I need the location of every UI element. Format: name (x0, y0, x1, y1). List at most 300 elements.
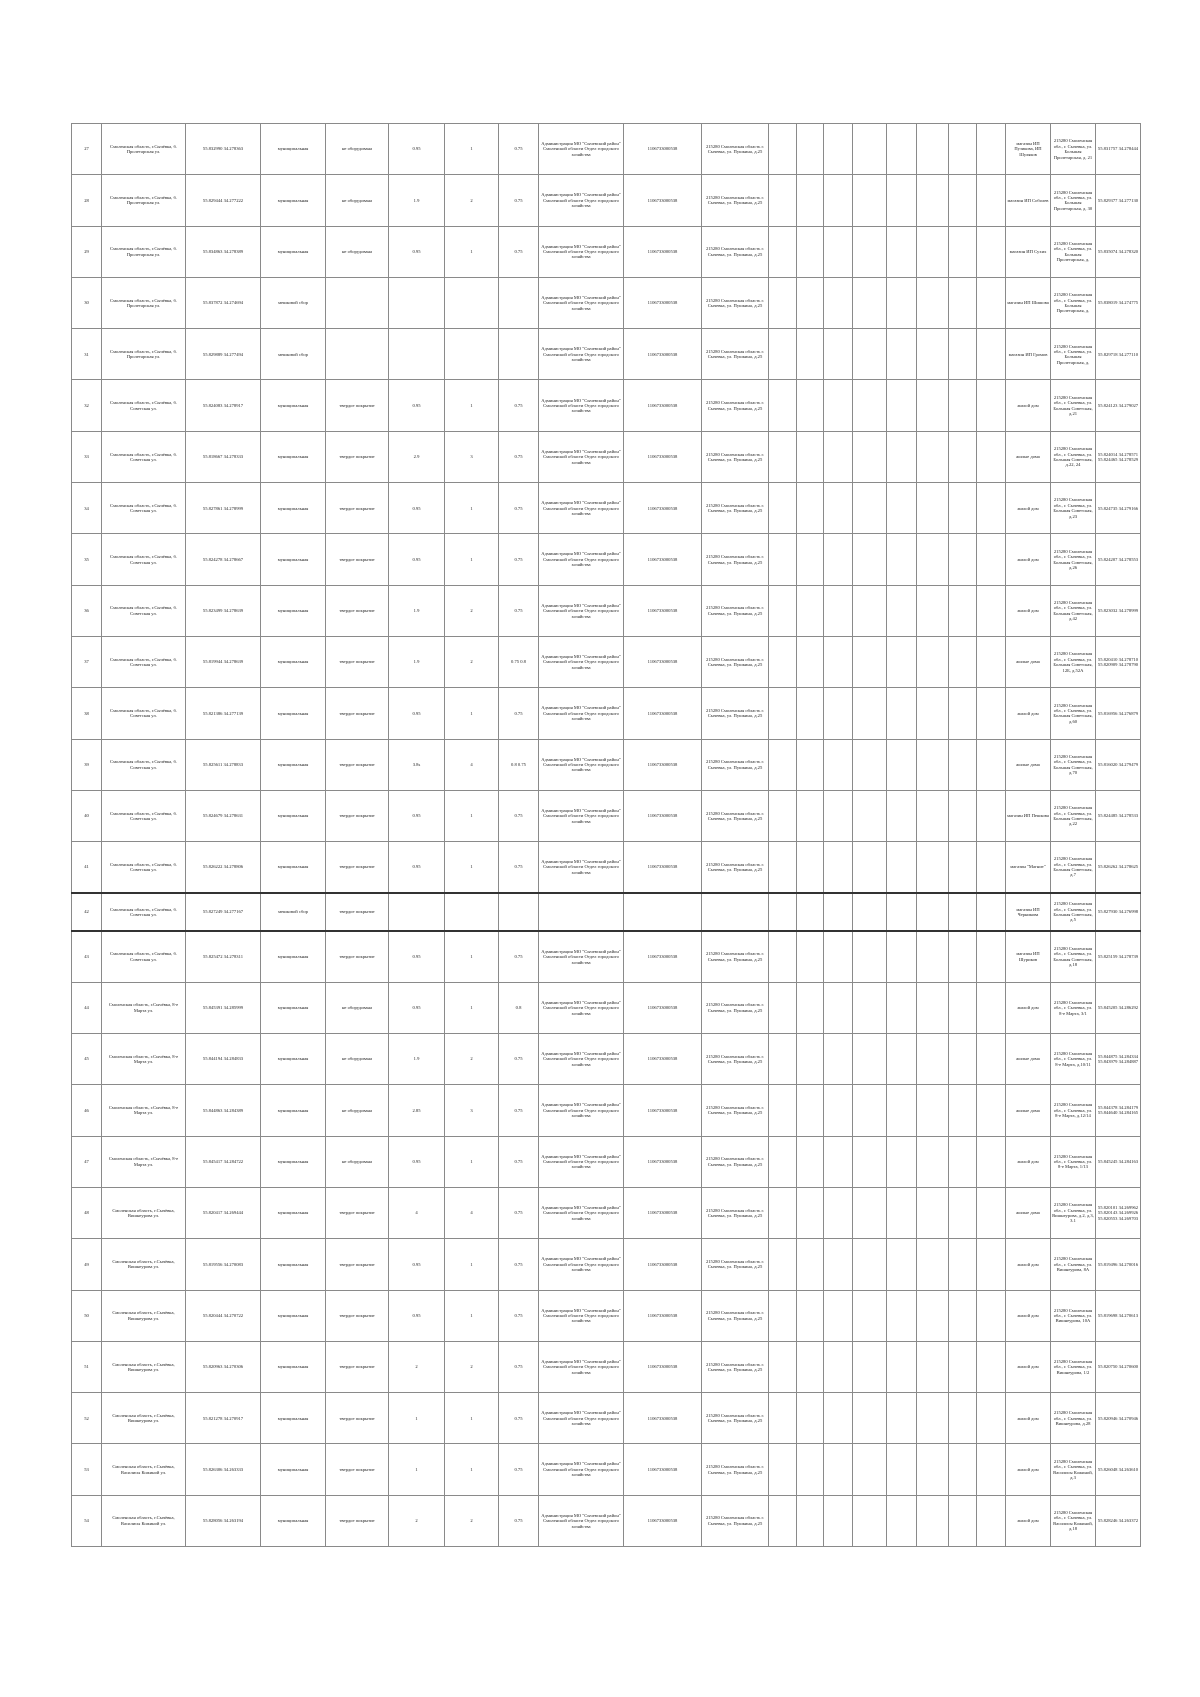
cell-e4 (853, 124, 887, 175)
cell-volume: 0.75 (499, 842, 539, 893)
cell-surface: твердое покрытие (326, 790, 389, 841)
cell-ogrn: 1106733000538 (624, 1341, 702, 1392)
cell-source: жилые дома (1006, 739, 1051, 790)
cell-source-address: 215280 Смоленская обл., г. Сычевка, ул. Большая Советская, д.70 (1051, 739, 1096, 790)
cell-coords: 55.845417 34.284722 (186, 1136, 261, 1187)
cell-area: 3.8s (389, 739, 445, 790)
cell-volume: 0.75 (499, 1444, 539, 1495)
cell-area (389, 329, 445, 380)
cell-num: 37 (72, 636, 102, 687)
cell-coords: 55.834863 34.278389 (186, 226, 261, 277)
cell-e8 (977, 1187, 1006, 1238)
cell-e2 (797, 1136, 824, 1187)
cell-source: жилой дом (1006, 534, 1051, 585)
cell-e4 (853, 380, 887, 431)
cell-e8 (977, 226, 1006, 277)
cell-ogrn: 1106733000538 (624, 1187, 702, 1238)
cell-area: 4 (389, 1187, 445, 1238)
cell-address: Смоленская область, г.Сычёвка, б. Советская ул. (102, 739, 186, 790)
cell-e6 (917, 982, 949, 1033)
cell-source-coords: 55.816020 34.279479 (1096, 739, 1141, 790)
cell-e4 (853, 1239, 887, 1290)
cell-surface (326, 329, 389, 380)
cell-volume: 0.75 (499, 380, 539, 431)
cell-ogrn: 1106733000538 (624, 534, 702, 585)
cell-e7 (949, 1341, 977, 1392)
cell-owner: Администрация МО "Сычевский район" Смоленской области Отдел городского хозяйства (539, 739, 624, 790)
table-row (72, 226, 1141, 277)
cell-e7 (949, 329, 977, 380)
cell-surface: не оборудована (326, 1034, 389, 1085)
cell-coords: 55.820963 34.270306 (186, 1341, 261, 1392)
cell-ownership: муниципальная (261, 431, 326, 482)
cell-owner-address: 215280 Смоленская область г. Сычевка, ул. Пушкина, д.25 (702, 1085, 769, 1136)
cell-e7 (949, 790, 977, 841)
cell-e6 (917, 1187, 949, 1238)
cell-e8 (977, 688, 1006, 739)
cell-ogrn: 1106733000538 (624, 1290, 702, 1341)
cell-e3 (824, 1393, 853, 1444)
cell-address: Смоленская область, г.Сычёвка, б. Советская ул. (102, 534, 186, 585)
cell-e7 (949, 277, 977, 328)
cell-surface: твердое покрытие (326, 380, 389, 431)
cell-coords: 55.823499 34.278639 (186, 585, 261, 636)
cell-e6 (917, 1136, 949, 1187)
cell-e3 (824, 1187, 853, 1238)
table-row (72, 585, 1141, 636)
cell-e8 (977, 893, 1006, 931)
cell-e5 (887, 380, 917, 431)
cell-ogrn: 1106733000538 (624, 688, 702, 739)
cell-e4 (853, 175, 887, 226)
cell-e5 (887, 431, 917, 482)
cell-e6 (917, 1393, 949, 1444)
cell-ownership: мешковой сбор (261, 893, 326, 931)
cell-volume (499, 277, 539, 328)
cell-containers (445, 329, 499, 380)
cell-containers: 1 (445, 1239, 499, 1290)
cell-e5 (887, 534, 917, 585)
cell-e4 (853, 1136, 887, 1187)
cell-source-address: 215280 Смоленская обл., г. Сычевка, ул. Большая Советская, 12Б, д.52А (1051, 636, 1096, 687)
cell-e3 (824, 1495, 853, 1546)
cell-ownership: муниципальная (261, 636, 326, 687)
cell-containers: 3 (445, 1085, 499, 1136)
cell-volume (499, 893, 539, 931)
cell-e2 (797, 329, 824, 380)
cell-e4 (853, 585, 887, 636)
cell-e1 (769, 1085, 797, 1136)
cell-e6 (917, 124, 949, 175)
cell-e7 (949, 1239, 977, 1290)
cell-surface: твердое покрытие (326, 1393, 389, 1444)
cell-owner-address: 215280 Смоленская область г. Сычевка, ул. Пушкина, д.25 (702, 380, 769, 431)
cell-coords: 55.824083 34.278917 (186, 380, 261, 431)
cell-volume: 0.75 (499, 1239, 539, 1290)
cell-ogrn: 1106733000538 (624, 1136, 702, 1187)
cell-source: жилой дом (1006, 483, 1051, 534)
cell-source-coords: 55.829377 34.277130 (1096, 175, 1141, 226)
cell-e7 (949, 1444, 977, 1495)
cell-ownership: муниципальная (261, 1444, 326, 1495)
cell-e7 (949, 842, 977, 893)
cell-owner: Администрация МО "Сычевский район" Смоленской области Отдел городского хозяйства (539, 1136, 624, 1187)
cell-e7 (949, 893, 977, 931)
cell-owner-address: 215280 Смоленская область г. Сычевка, ул. Пушкина, д.25 (702, 431, 769, 482)
cell-address: Смоленская область, г.Сычёвка, б. Советская ул. (102, 931, 186, 982)
cell-e7 (949, 688, 977, 739)
cell-e2 (797, 1341, 824, 1392)
cell-area (389, 893, 445, 931)
cell-source-coords: 55.831757 34.278444 (1096, 124, 1141, 175)
table-row (72, 688, 1141, 739)
cell-owner: Администрация МО "Сычевский район" Смоленской области Отдел городского хозяйства (539, 1393, 624, 1444)
cell-e2 (797, 688, 824, 739)
cell-num: 32 (72, 380, 102, 431)
cell-e4 (853, 329, 887, 380)
cell-e1 (769, 277, 797, 328)
cell-e6 (917, 175, 949, 226)
cell-ogrn: 1106733000538 (624, 1444, 702, 1495)
cell-e6 (917, 1239, 949, 1290)
cell-surface: не оборудована (326, 1136, 389, 1187)
cell-e4 (853, 893, 887, 931)
cell-containers: 2 (445, 636, 499, 687)
table-row (72, 842, 1141, 893)
cell-e4 (853, 1444, 887, 1495)
cell-source-coords: 55.819496 34.270016 (1096, 1239, 1141, 1290)
cell-owner-address: 215280 Смоленская область г. Сычевка, ул. Пушкина, д.25 (702, 585, 769, 636)
cell-coords: 55.819556 34.270083 (186, 1239, 261, 1290)
cell-e8 (977, 739, 1006, 790)
cell-e1 (769, 688, 797, 739)
cell-e2 (797, 1495, 824, 1546)
cell-address: Смоленская область, г.Сычёвка, б. Советская ул. (102, 483, 186, 534)
cell-source-address: 215280 Смоленская обл., г. Сычевка, ул. Вишнеурова, 8А (1051, 1239, 1096, 1290)
cell-num: 33 (72, 431, 102, 482)
cell-e7 (949, 124, 977, 175)
cell-owner: Администрация МО "Сычевский район" Смоленской области Отдел городского хозяйства (539, 931, 624, 982)
cell-e4 (853, 1341, 887, 1392)
cell-owner: Администрация МО "Сычевский район" Смоленской области Отдел городского хозяйства (539, 688, 624, 739)
cell-address: Смоленская область, г.Сычёвка, 8-е Марта ул. (102, 1136, 186, 1187)
cell-e6 (917, 380, 949, 431)
cell-e4 (853, 1085, 887, 1136)
cell-e4 (853, 688, 887, 739)
cell-e4 (853, 483, 887, 534)
cell-source: магазин ИП Сухих (1006, 226, 1051, 277)
register-sheet (71, 123, 1139, 1547)
cell-e7 (949, 585, 977, 636)
cell-e1 (769, 1495, 797, 1546)
cell-ogrn: 1106733000538 (624, 329, 702, 380)
cell-source-coords: 55.820410 34.278710 55.820909 34.278790 (1096, 636, 1141, 687)
cell-address: Смоленская область, г.Сычёвка, 8-е Марта ул. (102, 982, 186, 1033)
cell-e6 (917, 636, 949, 687)
cell-containers: 2 (445, 1034, 499, 1085)
cell-e1 (769, 1034, 797, 1085)
cell-area: 0.95 (389, 1136, 445, 1187)
cell-coords: 55.837872 34.274694 (186, 277, 261, 328)
cell-e4 (853, 1393, 887, 1444)
cell-address: Смоленская область, г.Сычёвка, 8-е Марта ул. (102, 1085, 186, 1136)
cell-ogrn: 1106733000538 (624, 585, 702, 636)
cell-e2 (797, 1085, 824, 1136)
cell-surface: не оборудована (326, 226, 389, 277)
cell-e7 (949, 380, 977, 431)
cell-ownership: мешковой сбор (261, 329, 326, 380)
cell-e1 (769, 226, 797, 277)
cell-owner-address: 215280 Смоленская область г. Сычевка, ул. Пушкина, д.25 (702, 842, 769, 893)
cell-area: 0.95 (389, 688, 445, 739)
cell-containers: 1 (445, 1393, 499, 1444)
cell-e7 (949, 931, 977, 982)
cell-e1 (769, 982, 797, 1033)
cell-e1 (769, 1341, 797, 1392)
cell-e4 (853, 1187, 887, 1238)
cell-source: жилой дом (1006, 1393, 1051, 1444)
cell-e3 (824, 842, 853, 893)
cell-source-address: 215280 Смоленская обл., г. Сычевка, ул. Большая Советская, д.21 (1051, 380, 1096, 431)
cell-containers: 1 (445, 226, 499, 277)
cell-e5 (887, 688, 917, 739)
cell-e3 (824, 1239, 853, 1290)
cell-source-address: 215280 Смоленская обл., г. Сычевка, ул. 8-е Марта, д.10/11 (1051, 1034, 1096, 1085)
cell-e5 (887, 842, 917, 893)
cell-containers: 1 (445, 380, 499, 431)
cell-source-address: 215280 Смоленская обл., г. Сычевка, ул. Большая Пролетарская, д. 21 (1051, 124, 1096, 175)
cell-num: 50 (72, 1290, 102, 1341)
cell-e7 (949, 739, 977, 790)
cell-e6 (917, 1034, 949, 1085)
cell-ownership: муниципальная (261, 1034, 326, 1085)
cell-source-address: 215280 Смоленская обл., г. Сычевка, ул. Большая Пролетарская, д. (1051, 226, 1096, 277)
cell-source: жилые дома (1006, 636, 1051, 687)
cell-coords: 55.829889 34.277494 (186, 329, 261, 380)
cell-coords: 55.832990 34.278363 (186, 124, 261, 175)
cell-e3 (824, 1034, 853, 1085)
container-sites-table (71, 123, 1141, 1547)
cell-source-address: 215280 Смоленская обл., г. Сычевка, ул. Большая Советская, д.7 (1051, 842, 1096, 893)
cell-e1 (769, 931, 797, 982)
cell-containers: 1 (445, 1136, 499, 1187)
cell-ownership: муниципальная (261, 842, 326, 893)
cell-area: 1.9 (389, 175, 445, 226)
cell-volume: 0.75 (499, 790, 539, 841)
cell-address: Смоленская область, г.Сычёвка, б. Советская ул. (102, 585, 186, 636)
cell-ogrn: 1106733000538 (624, 1239, 702, 1290)
cell-e3 (824, 1444, 853, 1495)
cell-source: жилой дом (1006, 585, 1051, 636)
cell-e6 (917, 585, 949, 636)
cell-ogrn: 1106733000538 (624, 842, 702, 893)
cell-e4 (853, 636, 887, 687)
cell-source: жилой дом (1006, 688, 1051, 739)
cell-e5 (887, 175, 917, 226)
table-row (72, 739, 1141, 790)
cell-source-address: 215280 Смоленская обл., г. Сычевка, ул. Большая Советская, д.18 (1051, 931, 1096, 982)
cell-e3 (824, 1341, 853, 1392)
cell-ogrn: 1106733000538 (624, 1085, 702, 1136)
cell-num: 42 (72, 893, 102, 931)
cell-source-address: 215280 Смоленская обл., г. Сычевка, ул. Большая Пролетарская, д. 30 (1051, 175, 1096, 226)
cell-coords: 55.827249 34.277167 (186, 893, 261, 931)
cell-e3 (824, 534, 853, 585)
cell-e5 (887, 1085, 917, 1136)
table-row (72, 124, 1141, 175)
cell-e1 (769, 1393, 797, 1444)
cell-surface: твердое покрытие (326, 688, 389, 739)
cell-ownership: муниципальная (261, 226, 326, 277)
cell-source-coords: 55.824735 34.279166 (1096, 483, 1141, 534)
cell-e8 (977, 277, 1006, 328)
cell-e2 (797, 226, 824, 277)
cell-e4 (853, 739, 887, 790)
cell-source: магазин ИП Соболев (1006, 175, 1051, 226)
cell-source-coords: 55.845245 34.284163 (1096, 1136, 1141, 1187)
cell-e8 (977, 175, 1006, 226)
cell-e8 (977, 329, 1006, 380)
cell-e1 (769, 585, 797, 636)
cell-e7 (949, 1136, 977, 1187)
cell-e6 (917, 790, 949, 841)
cell-volume: 0.75 (499, 1341, 539, 1392)
cell-source-coords: 55.824485 34.278533 (1096, 790, 1141, 841)
cell-address: Смоленская область, г.Сычёвка, б. Пролетарская ул. (102, 226, 186, 277)
cell-e1 (769, 124, 797, 175)
table-row (72, 534, 1141, 585)
cell-ownership: муниципальная (261, 175, 326, 226)
cell-area: 1 (389, 1444, 445, 1495)
cell-e1 (769, 329, 797, 380)
cell-e2 (797, 1393, 824, 1444)
cell-num: 39 (72, 739, 102, 790)
cell-e8 (977, 1085, 1006, 1136)
cell-area: 0.95 (389, 483, 445, 534)
table-row (72, 1085, 1141, 1136)
cell-volume: 0.75 (499, 483, 539, 534)
cell-volume: 0.75 (499, 1393, 539, 1444)
cell-source-coords: 55.820946 34.270946 (1096, 1393, 1141, 1444)
cell-coords: 55.821386 34.277139 (186, 688, 261, 739)
cell-ownership: муниципальная (261, 1136, 326, 1187)
cell-e5 (887, 124, 917, 175)
cell-owner-address: 215280 Смоленская область г. Сычевка, ул. Пушкина, д.25 (702, 483, 769, 534)
cell-source-coords: 55.844875 34.284334 55.843979 34.284887 (1096, 1034, 1141, 1085)
cell-coords: 55.827861 34.278999 (186, 483, 261, 534)
cell-owner: Администрация МО "Сычевский район" Смоленской области Отдел городского хозяйства (539, 483, 624, 534)
table-row (72, 1136, 1141, 1187)
cell-surface: твердое покрытие (326, 1239, 389, 1290)
cell-containers: 3 (445, 431, 499, 482)
cell-area: 2.85 (389, 1085, 445, 1136)
cell-area: 0.95 (389, 380, 445, 431)
cell-source-address: 215280 Смоленская обл., г. Сычевка, ул. Вишнеурова, д.28 (1051, 1393, 1096, 1444)
cell-containers: 1 (445, 790, 499, 841)
cell-e1 (769, 534, 797, 585)
table-row (72, 636, 1141, 687)
cell-num: 46 (72, 1085, 102, 1136)
cell-e3 (824, 790, 853, 841)
cell-containers: 1 (445, 1444, 499, 1495)
cell-num: 52 (72, 1393, 102, 1444)
cell-num: 41 (72, 842, 102, 893)
cell-address: Смоленская область, г.Сычёвка, Вишнеурова ул. (102, 1187, 186, 1238)
cell-area: 0.95 (389, 124, 445, 175)
cell-num: 47 (72, 1136, 102, 1187)
cell-surface: твердое покрытие (326, 1495, 389, 1546)
cell-num: 31 (72, 329, 102, 380)
cell-coords: 55.820417 34.269444 (186, 1187, 261, 1238)
cell-e3 (824, 226, 853, 277)
cell-owner: Администрация МО "Сычевский район" Смоленской области Отдел городского хозяйства (539, 1187, 624, 1238)
cell-e5 (887, 585, 917, 636)
cell-coords: 55.819944 34.278639 (186, 636, 261, 687)
cell-ogrn: 1106733000538 (624, 431, 702, 482)
cell-source: жилой дом (1006, 1341, 1051, 1392)
cell-source: жилой дом (1006, 1136, 1051, 1187)
cell-surface: твердое покрытие (326, 931, 389, 982)
cell-coords: 55.818667 34.278333 (186, 431, 261, 482)
cell-coords: 55.829444 34.277222 (186, 175, 261, 226)
cell-e2 (797, 842, 824, 893)
cell-e8 (977, 380, 1006, 431)
cell-source-address: 215280 Смоленская обл., г. Сычевка, ул. Большая Советская, д.22, 24 (1051, 431, 1096, 482)
cell-e4 (853, 431, 887, 482)
cell-source-coords: 55.838019 34.274775 (1096, 277, 1141, 328)
cell-source: жилой дом (1006, 1290, 1051, 1341)
cell-source-address: 215280 Смоленская обл., г. Сычевка, ул. Большая Советская, д.42 (1051, 585, 1096, 636)
cell-num: 40 (72, 790, 102, 841)
cell-source-address: 215280 Смоленская обл., г. Сычевка, ул. Вишнеурова, 1/2 (1051, 1341, 1096, 1392)
cell-e3 (824, 329, 853, 380)
cell-address: Смоленская область, г.Сычёвка, б. Советская ул. (102, 431, 186, 482)
cell-e3 (824, 739, 853, 790)
cell-source: жилые дома (1006, 1085, 1051, 1136)
cell-area: 2 (389, 1495, 445, 1546)
cell-volume: 0.75 (499, 1495, 539, 1546)
cell-volume: 0.75 (499, 124, 539, 175)
cell-source-coords: 55.824123 34.279027 (1096, 380, 1141, 431)
cell-address: Смоленская область, г.Сычёвка, Вишнеурова ул. (102, 1341, 186, 1392)
cell-coords: 55.825472 34.278311 (186, 931, 261, 982)
cell-e3 (824, 982, 853, 1033)
cell-e5 (887, 931, 917, 982)
cell-coords: 55.844194 34.284833 (186, 1034, 261, 1085)
cell-owner: Администрация МО "Сычевский район" Смоленской области Отдел городского хозяйства (539, 790, 624, 841)
cell-e2 (797, 1034, 824, 1085)
table-row (72, 1393, 1141, 1444)
cell-e8 (977, 1341, 1006, 1392)
cell-address: Смоленская область, г.Сычёвка, б. Советская ул. (102, 893, 186, 931)
cell-address: Смоленская область, г.Сычёвка, б. Советская ул. (102, 636, 186, 687)
cell-source-coords: 55.835074 34.278320 (1096, 226, 1141, 277)
cell-e4 (853, 982, 887, 1033)
cell-e5 (887, 277, 917, 328)
cell-containers: 4 (445, 1187, 499, 1238)
cell-address: Смоленская область, г.Сычёвка, Василисы Кожиной ул. (102, 1444, 186, 1495)
cell-source-coords: 55.827930 34.276998 (1096, 893, 1141, 931)
cell-e2 (797, 483, 824, 534)
cell-ownership: муниципальная (261, 534, 326, 585)
cell-source-coords: 55.828246 34.263372 (1096, 1495, 1141, 1546)
cell-e5 (887, 739, 917, 790)
cell-e2 (797, 893, 824, 931)
cell-ogrn: 1106733000538 (624, 175, 702, 226)
cell-e6 (917, 226, 949, 277)
cell-containers: 1 (445, 982, 499, 1033)
cell-surface: твердое покрытие (326, 431, 389, 482)
